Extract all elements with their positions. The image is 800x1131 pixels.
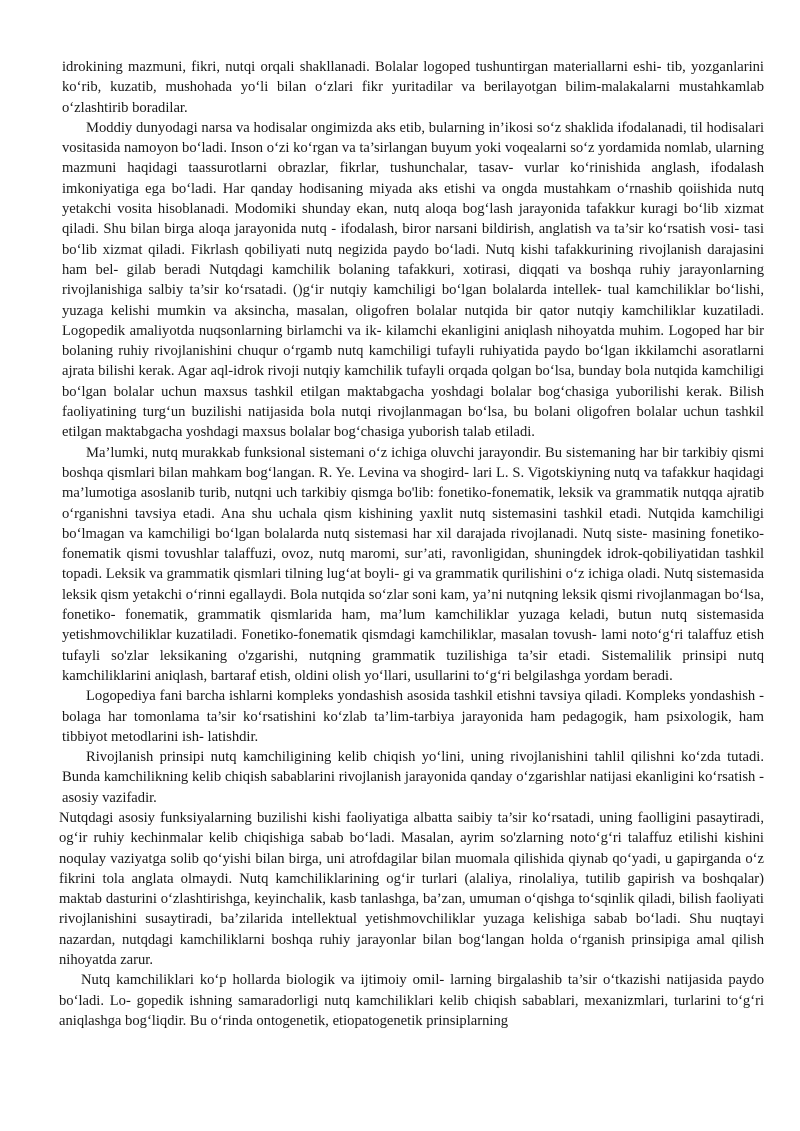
paragraph-3: Ma’lumki, nutq murakkab funksional sistemani o‘z ichiga oluvchi jarayondir. Bu sistemaning har bir tarkibiy qismi boshqa qismlari bilan mahkam bog‘langan. R. Ye. Levina va shogird- lari L. S. Vigotskiyning nutq va tafakkur haqidagi ma’lumotiga asoslanib turib, nutqni uch tarkibiy qismga bo'lib: fonetiko-fonematik, leksik va grammatik nutqqa ajratib o‘rganishni tavsiya etadi. Ana shu uchala qism kishining yaxlit nutq sistemasini tashkil etadi. Nutqida kamchiligi bo‘lmagan va kamchiligi bo‘lgan bolalarda nutq sistemasi har xil darajada rivojlanadi. Nutq siste- masining fonetiko-fonematik qismi tovushlar talaffuzi, ovoz, nutq maromi, sur’ati, ravonligidan, shuningdek idrok-qobiliyatidan tashkil topadi. Leksik va grammatik qismlari tilning lug‘at boyli- gi va grammatik qurilishini o‘z ichiga oladi. Nutq sistemasida leksik qism yetakchi o‘rinni egallaydi. Bola nutqida so‘zlar soni kam, ya’ni nutqning leksik qismi rivojlanmagan bo‘lsa, fonetiko- fonematik, grammatik qismlarida ham, ma’lum kamchiliklar yuzaga keladi, butun nutq sistemasida yetishmovchiliklar kuzatiladi. Fonetiko-fonematik qismdagi kamchiliklar, masalan tovush- lami noto‘g‘ri talaffuz etish tufayli so'zlar leksikaning o'zgarishi, nutqning grammatik tuzilishiga ta’sir etadi. Sistemalilik prinsipi nutq kamchiliklarini aniqlash, bartaraf etish, oldini olish yo‘llari, usullarini to‘g‘ri belgilashga yordam beradi.: [62, 444, 764, 684]
paragraph-5: Rivojlanish prinsipi nutq kamchiligining kelib chiqish yo‘lini, uning rivojlanishini tahlil qilishni ko‘zda tutadi. Bunda kamchilikning kelib chiqish sabablarini rivojlanish jarayonida qanday o‘zgarishlar natijasi ekanligini ko‘rsatish - asosiy vazifadir.: [62, 749, 764, 806]
paragraph-2: Moddiy dunyodagi narsa va hodisalar ongimizda aks etib, bularning in’ikosi so‘z shaklida ifodalanadi, til hodisalari vositasida namoyon bo‘ladi. Inson o‘zi ko‘rgan va ta’sirlangan buyum yoki voqealarni so‘z yordamida nomlab, ularning mazmuni haqidagi taassurotlarni obrazlar, fikrlar, tushunchalar, tasav- vurlar ko‘rinishida anglash, ifodalash imkoniyatiga ega bo‘ladi. Har qanday hodisaning miyada aks etishi va ongda mustahkam o‘rnashib qoiishida nutq yetakchi vosita hisoblanadi. Modomiki shunday ekan, nutq aloqa bog‘lash jarayonida tafakkur kuragi bo‘lib xizmat qiladi. Shu bilan birga aloqa jarayonida nutq - ifodalash, biror narsani bildirish, anglatish va ta’sir ko‘rsatish vosi- tasi bo‘lib xizmat qiladi. Fikrlash qobiliyati nutq negizida paydo bo‘ladi. Nutq kishi tafakkurining rivojlanish darajasini ham bel- gilab beradi Nutqdagi kamchilik bolaning tafakkuri, xotirasi, diqqati va boshqa ruhiy jarayonlarning rivojlanishiga salbiy ta’sir ko‘rsatadi. ()g‘ir nutqiy kamchiligi bo‘lgan bolalarda intellek- tual kamchiliklar bo‘lishi, yuzaga kelishi mumkin va aksincha, masalan, oligofren bolalar nutqida bir qator nutqiy kamchiliklar kuzatiladi. Logopedik amaliyotda nuqsonlarning birlamchi va ik- kilamchi ekanligini aniqlash nihoyatda muhim. Logoped har bir bolaning ruhiy rivojlanishini chuqur o‘rgamb nutq kamchiligi tufayli ruhiyatida paydo bo‘lgan ikkilamchi asoratlarni ajrata bilishi kerak. Agar aql-idrok rivoji nutqiy kamchilik tufayli orqada qolgan bo‘lsa, bunday bola nutqida kamchiligi bo‘lgan bolalar uchun maxsus tashkil etilgan maktabgacha yoshdagi bolalar bog‘chasiga yuborilishi kerak. Bilish faoliyatining turg‘un buzilishi natijasida bola nutqi rivojlanmagan bo‘lsa, bu bolani oligofren bolalar uchun tashkil etilgan maktabgacha yoshdagi maxsus bolalar bog‘chasiga yuborish talab etiladi.: [62, 119, 764, 441]
paragraph-6: Nutqdagi asosiy funksiyalarning buzilishi kishi faoliyatiga albatta saibiy ta’sir ko‘rsatadi, uning faolligini pasaytiradi, og‘ir ruhiy kechinmalar kelib chiqishiga sabab bo‘ladi. Masalan, ayrim so'zlarning noto‘g‘ri talaffuz etilishi kishini noqulay vaziyatga solib qo‘yishi bilan birga, uni atrofdagilar bilan muomala qilishida qiynab qo‘yadi, u gapirganda o‘z fikrini tola anglata olmaydi. Nutq kamchiliklarining og‘ir turlari (alaliya, rinolaliya, tutilib gapirish va boshqalar) maktab dasturini o‘zlashtirishga, keyinchalik, kasb tanlashga, ba’zan, umuman o‘qishga to‘sqinlik qiladi, bilish faoliyati rivojlanishini susaytiradi, ba’zilarida intellektual yetishmovchiliklar yuzaga kelishiga sabab bo‘ladi. Shu nuqtayi nazardan, nutqdagi kamchiliklarni boshqa ruhiy jarayonlar bilan bog‘langan holda o‘rganish prinsipiga amal qilish nihoyatda zarur.: [59, 809, 764, 969]
paragraph-4: Logopediya fani barcha ishlarni kompleks yondashish asosida tashkil etishni tavsiya qiladi. Kompleks yondashish - bolaga har tomonlama ta’sir ko‘rsatishini ko‘zlab ta’lim-tarbiya jarayonida ham pedagogik, ham psixologik, ham tibbiyot metodlarini ish- latishdir.: [62, 688, 764, 745]
paragraph-7: Nutq kamchiliklari ko‘p hollarda biologik va ijtimoiy omil- larning birgalashib ta’sir o‘tkazishi natijasida paydo bo‘ladi. Lo- gopedik ishning samaradorligi nutq kamchiliklari kelib chiqish sabablari, mexanizmlari, turlarini to‘g‘ri aniqlashga bog‘liqdir. Bu o‘rinda ontogenetik, etiopatogenetik prinsiplarning: [59, 972, 764, 1029]
document-page: [59, 57, 764, 1031]
paragraph-1: idrokining mazmuni, fikri, nutqi orqali shakllanadi. Bolalar logoped tushuntirgan materiallarni eshi- tib, yozganlarini ko‘rib, kuzatib, mushohada yo‘li bilan o‘zlari fikr yuritadilar va berilayotgan bilim-malakalarni mustahkamlab o‘zlashtirib boradilar.: [62, 59, 764, 116]
